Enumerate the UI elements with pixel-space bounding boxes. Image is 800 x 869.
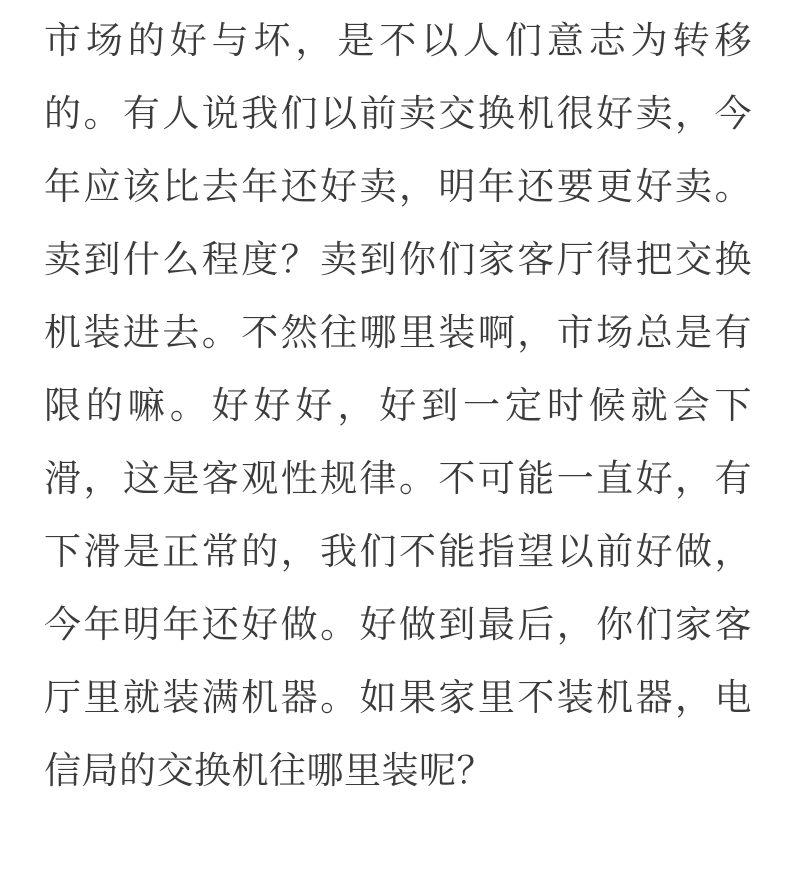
article-body xyxy=(44,4,752,807)
paragraph: 市场的好与坏，是不以人们意志为转移的。有人说我们以前卖交换机很好卖，今年应该比去年还好卖，明年还要更好卖。卖到什么程度？卖到你们家客厅得把交换机装进去。不然往哪里装啊，市场总是有限的嘛。好好好，好到一定时候就会下滑，这是客观性规律。不可能一直好，有下滑是正常的，我们不能指望以前好做，今年明年还好做。好做到最后，你们家客厅里就装满机器。如果家里不装机器，电信局的交换机往哪里装呢？ xyxy=(44,20,752,791)
